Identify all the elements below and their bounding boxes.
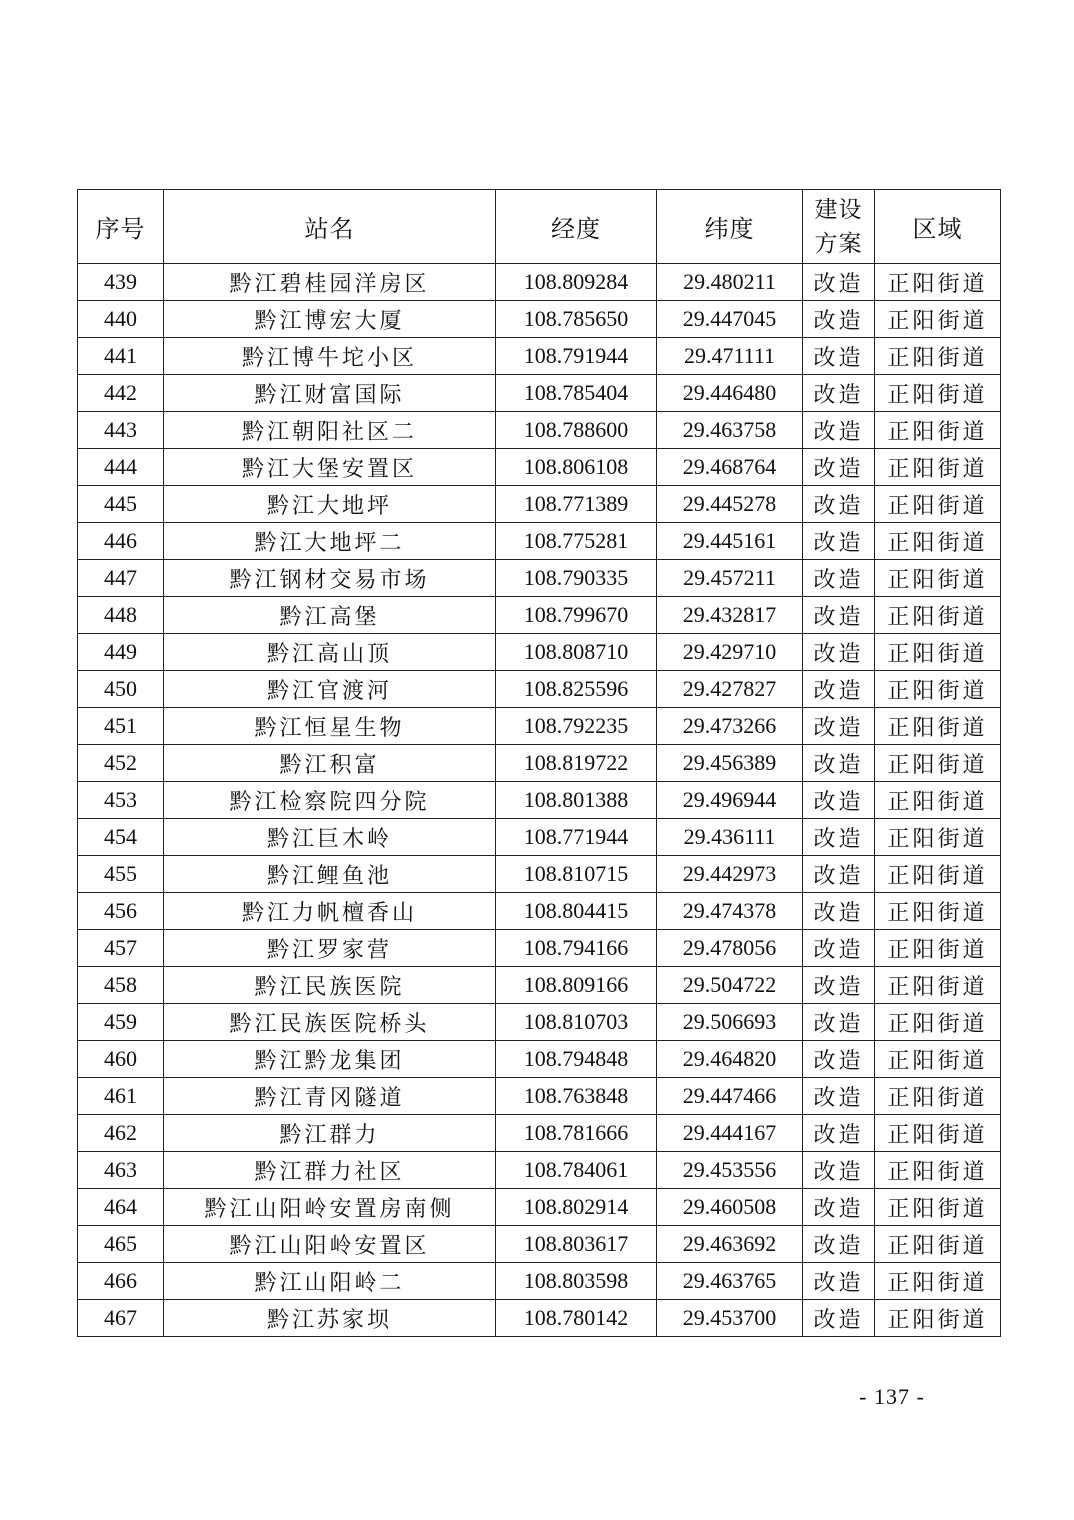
- table-row: [78, 1078, 1001, 1115]
- cell-longitude: 108.780142: [496, 1300, 657, 1337]
- cell-latitude: 29.473266: [657, 708, 803, 745]
- cell-build-plan: 改造: [803, 856, 875, 893]
- cell-station-name: 黔江朝阳社区二: [164, 412, 496, 449]
- cell-area: 正阳街道: [875, 1263, 1001, 1300]
- table-row: [78, 375, 1001, 412]
- cell-build-plan: 改造: [803, 745, 875, 782]
- table-row: [78, 449, 1001, 486]
- cell-area: 正阳街道: [875, 1152, 1001, 1189]
- cell-seq: 457: [78, 930, 164, 967]
- cell-longitude: 108.763848: [496, 1078, 657, 1115]
- header-build-plan: [803, 190, 875, 264]
- table-row: [78, 264, 1001, 301]
- table-row: [78, 819, 1001, 856]
- cell-seq: 444: [78, 449, 164, 486]
- cell-latitude: 29.471111: [657, 338, 803, 375]
- cell-station-name: 黔江群力社区: [164, 1152, 496, 1189]
- cell-station-name: 黔江黔龙集团: [164, 1041, 496, 1078]
- cell-seq: 458: [78, 967, 164, 1004]
- cell-station-name: 黔江大地坪二: [164, 523, 496, 560]
- cell-station-name: 黔江官渡河: [164, 671, 496, 708]
- cell-build-plan: 改造: [803, 1226, 875, 1263]
- cell-area: 正阳街道: [875, 671, 1001, 708]
- cell-area: 正阳街道: [875, 930, 1001, 967]
- cell-seq: 451: [78, 708, 164, 745]
- cell-build-plan: 改造: [803, 1300, 875, 1337]
- cell-station-name: 黔江博牛坨小区: [164, 338, 496, 375]
- cell-seq: 442: [78, 375, 164, 412]
- cell-latitude: 29.444167: [657, 1115, 803, 1152]
- table-row: [78, 338, 1001, 375]
- table-row: [78, 856, 1001, 893]
- cell-build-plan: 改造: [803, 597, 875, 634]
- cell-area: 正阳街道: [875, 1004, 1001, 1041]
- cell-longitude: 108.788600: [496, 412, 657, 449]
- cell-seq: 443: [78, 412, 164, 449]
- cell-seq: 465: [78, 1226, 164, 1263]
- cell-station-name: 黔江山阳岭安置房南侧: [164, 1189, 496, 1226]
- cell-latitude: 29.445161: [657, 523, 803, 560]
- cell-longitude: 108.775281: [496, 523, 657, 560]
- cell-latitude: 29.447466: [657, 1078, 803, 1115]
- cell-build-plan: 改造: [803, 893, 875, 930]
- cell-latitude: 29.474378: [657, 893, 803, 930]
- cell-longitude: 108.825596: [496, 671, 657, 708]
- table-row: [78, 1300, 1001, 1337]
- cell-latitude: 29.453700: [657, 1300, 803, 1337]
- cell-station-name: 黔江鲤鱼池: [164, 856, 496, 893]
- cell-longitude: 108.804415: [496, 893, 657, 930]
- cell-seq: 448: [78, 597, 164, 634]
- table-row: [78, 1226, 1001, 1263]
- cell-build-plan: 改造: [803, 1152, 875, 1189]
- cell-latitude: 29.432817: [657, 597, 803, 634]
- header-row: [78, 190, 1001, 264]
- cell-station-name: 黔江民族医院: [164, 967, 496, 1004]
- cell-longitude: 108.802914: [496, 1189, 657, 1226]
- cell-longitude: 108.794848: [496, 1041, 657, 1078]
- cell-seq: 450: [78, 671, 164, 708]
- cell-latitude: 29.457211: [657, 560, 803, 597]
- cell-area: 正阳街道: [875, 1041, 1001, 1078]
- cell-seq: 452: [78, 745, 164, 782]
- station-table: [77, 189, 1001, 1337]
- cell-area: 正阳街道: [875, 449, 1001, 486]
- table-row: [78, 1115, 1001, 1152]
- table-row: [78, 597, 1001, 634]
- cell-station-name: 黔江山阳岭二: [164, 1263, 496, 1300]
- cell-latitude: 29.442973: [657, 856, 803, 893]
- cell-area: 正阳街道: [875, 375, 1001, 412]
- cell-seq: 439: [78, 264, 164, 301]
- cell-latitude: 29.463765: [657, 1263, 803, 1300]
- table-row: [78, 671, 1001, 708]
- cell-build-plan: 改造: [803, 634, 875, 671]
- cell-longitude: 108.809166: [496, 967, 657, 1004]
- table-row: [78, 1263, 1001, 1300]
- cell-area: 正阳街道: [875, 893, 1001, 930]
- cell-area: 正阳街道: [875, 486, 1001, 523]
- cell-seq: 454: [78, 819, 164, 856]
- cell-latitude: 29.447045: [657, 301, 803, 338]
- header-build-plan-line2: 方案: [814, 230, 863, 256]
- cell-area: 正阳街道: [875, 1189, 1001, 1226]
- cell-build-plan: 改造: [803, 301, 875, 338]
- cell-station-name: 黔江碧桂园洋房区: [164, 264, 496, 301]
- cell-seq: 455: [78, 856, 164, 893]
- cell-station-name: 黔江山阳岭安置区: [164, 1226, 496, 1263]
- cell-latitude: 29.463692: [657, 1226, 803, 1263]
- cell-longitude: 108.790335: [496, 560, 657, 597]
- table-row: [78, 1189, 1001, 1226]
- cell-longitude: 108.791944: [496, 338, 657, 375]
- cell-station-name: 黔江大地坪: [164, 486, 496, 523]
- cell-station-name: 黔江大堡安置区: [164, 449, 496, 486]
- cell-build-plan: 改造: [803, 560, 875, 597]
- cell-latitude: 29.460508: [657, 1189, 803, 1226]
- cell-station-name: 黔江高山顶: [164, 634, 496, 671]
- cell-latitude: 29.478056: [657, 930, 803, 967]
- cell-seq: 456: [78, 893, 164, 930]
- cell-latitude: 29.506693: [657, 1004, 803, 1041]
- page-number-text: - 137 -: [859, 1384, 925, 1409]
- cell-longitude: 108.785404: [496, 375, 657, 412]
- cell-station-name: 黔江积富: [164, 745, 496, 782]
- cell-latitude: 29.480211: [657, 264, 803, 301]
- cell-station-name: 黔江博宏大厦: [164, 301, 496, 338]
- cell-area: 正阳街道: [875, 264, 1001, 301]
- table-row: [78, 301, 1001, 338]
- cell-area: 正阳街道: [875, 412, 1001, 449]
- cell-station-name: 黔江恒星生物: [164, 708, 496, 745]
- cell-station-name: 黔江民族医院桥头: [164, 1004, 496, 1041]
- cell-seq: 460: [78, 1041, 164, 1078]
- cell-build-plan: 改造: [803, 819, 875, 856]
- cell-station-name: 黔江苏家坝: [164, 1300, 496, 1337]
- cell-latitude: 29.496944: [657, 782, 803, 819]
- cell-station-name: 黔江高堡: [164, 597, 496, 634]
- cell-build-plan: 改造: [803, 1263, 875, 1300]
- cell-station-name: 黔江罗家营: [164, 930, 496, 967]
- header-area: 区域: [875, 190, 1001, 264]
- header-longitude: 经度: [496, 190, 657, 264]
- cell-area: 正阳街道: [875, 634, 1001, 671]
- cell-seq: 445: [78, 486, 164, 523]
- cell-seq: 464: [78, 1189, 164, 1226]
- cell-latitude: 29.446480: [657, 375, 803, 412]
- cell-area: 正阳街道: [875, 523, 1001, 560]
- cell-build-plan: 改造: [803, 1078, 875, 1115]
- table-row: [78, 930, 1001, 967]
- cell-area: 正阳街道: [875, 708, 1001, 745]
- cell-longitude: 108.809284: [496, 264, 657, 301]
- cell-station-name: 黔江巨木岭: [164, 819, 496, 856]
- cell-station-name: 黔江群力: [164, 1115, 496, 1152]
- table-row: [78, 523, 1001, 560]
- header-station-name: 站名: [164, 190, 496, 264]
- cell-build-plan: 改造: [803, 523, 875, 560]
- table-row: [78, 708, 1001, 745]
- cell-longitude: 108.801388: [496, 782, 657, 819]
- cell-area: 正阳街道: [875, 1226, 1001, 1263]
- cell-latitude: 29.436111: [657, 819, 803, 856]
- header-seq: 序号: [78, 190, 164, 264]
- table-row: [78, 486, 1001, 523]
- cell-longitude: 108.792235: [496, 708, 657, 745]
- cell-longitude: 108.781666: [496, 1115, 657, 1152]
- cell-seq: 453: [78, 782, 164, 819]
- cell-longitude: 108.771944: [496, 819, 657, 856]
- cell-area: 正阳街道: [875, 560, 1001, 597]
- table-row: [78, 745, 1001, 782]
- cell-build-plan: 改造: [803, 1041, 875, 1078]
- table-row: [78, 412, 1001, 449]
- cell-latitude: 29.468764: [657, 449, 803, 486]
- cell-longitude: 108.784061: [496, 1152, 657, 1189]
- cell-build-plan: 改造: [803, 930, 875, 967]
- table-body: [78, 264, 1001, 1337]
- cell-latitude: 29.445278: [657, 486, 803, 523]
- cell-station-name: 黔江力帆檀香山: [164, 893, 496, 930]
- cell-seq: 446: [78, 523, 164, 560]
- table-row: [78, 560, 1001, 597]
- table-row: [78, 1004, 1001, 1041]
- cell-area: 正阳街道: [875, 1115, 1001, 1152]
- cell-build-plan: 改造: [803, 264, 875, 301]
- cell-longitude: 108.819722: [496, 745, 657, 782]
- cell-area: 正阳街道: [875, 782, 1001, 819]
- cell-area: 正阳街道: [875, 338, 1001, 375]
- cell-longitude: 108.803617: [496, 1226, 657, 1263]
- cell-build-plan: 改造: [803, 1189, 875, 1226]
- cell-longitude: 108.810703: [496, 1004, 657, 1041]
- table-row: [78, 782, 1001, 819]
- cell-longitude: 108.810715: [496, 856, 657, 893]
- header-latitude: 纬度: [657, 190, 803, 264]
- cell-station-name: 黔江钢材交易市场: [164, 560, 496, 597]
- cell-build-plan: 改造: [803, 1004, 875, 1041]
- cell-area: 正阳街道: [875, 597, 1001, 634]
- cell-build-plan: 改造: [803, 708, 875, 745]
- cell-latitude: 29.453556: [657, 1152, 803, 1189]
- cell-latitude: 29.464820: [657, 1041, 803, 1078]
- cell-area: 正阳街道: [875, 967, 1001, 1004]
- cell-build-plan: 改造: [803, 1115, 875, 1152]
- cell-longitude: 108.806108: [496, 449, 657, 486]
- cell-longitude: 108.794166: [496, 930, 657, 967]
- page-number: [0, 1384, 1074, 1410]
- cell-seq: 459: [78, 1004, 164, 1041]
- cell-build-plan: 改造: [803, 338, 875, 375]
- cell-build-plan: 改造: [803, 967, 875, 1004]
- cell-latitude: 29.456389: [657, 745, 803, 782]
- cell-area: 正阳街道: [875, 1078, 1001, 1115]
- cell-longitude: 108.785650: [496, 301, 657, 338]
- cell-latitude: 29.504722: [657, 967, 803, 1004]
- cell-build-plan: 改造: [803, 782, 875, 819]
- cell-area: 正阳街道: [875, 301, 1001, 338]
- cell-latitude: 29.429710: [657, 634, 803, 671]
- cell-seq: 466: [78, 1263, 164, 1300]
- cell-seq: 462: [78, 1115, 164, 1152]
- cell-longitude: 108.808710: [496, 634, 657, 671]
- cell-seq: 441: [78, 338, 164, 375]
- cell-build-plan: 改造: [803, 486, 875, 523]
- cell-seq: 447: [78, 560, 164, 597]
- cell-build-plan: 改造: [803, 375, 875, 412]
- cell-build-plan: 改造: [803, 449, 875, 486]
- header-build-plan-line1: 建设: [814, 196, 863, 222]
- cell-build-plan: 改造: [803, 671, 875, 708]
- table-row: [78, 634, 1001, 671]
- cell-longitude: 108.771389: [496, 486, 657, 523]
- cell-longitude: 108.799670: [496, 597, 657, 634]
- cell-seq: 440: [78, 301, 164, 338]
- table-row: [78, 1041, 1001, 1078]
- table-row: [78, 967, 1001, 1004]
- table-header: [78, 190, 1001, 264]
- table-row: [78, 1152, 1001, 1189]
- cell-seq: 463: [78, 1152, 164, 1189]
- cell-area: 正阳街道: [875, 856, 1001, 893]
- cell-build-plan: 改造: [803, 412, 875, 449]
- cell-area: 正阳街道: [875, 745, 1001, 782]
- cell-station-name: 黔江财富国际: [164, 375, 496, 412]
- table-row: [78, 893, 1001, 930]
- cell-latitude: 29.463758: [657, 412, 803, 449]
- cell-seq: 449: [78, 634, 164, 671]
- cell-area: 正阳街道: [875, 1300, 1001, 1337]
- cell-station-name: 黔江检察院四分院: [164, 782, 496, 819]
- cell-latitude: 29.427827: [657, 671, 803, 708]
- cell-longitude: 108.803598: [496, 1263, 657, 1300]
- cell-area: 正阳街道: [875, 819, 1001, 856]
- cell-seq: 461: [78, 1078, 164, 1115]
- cell-seq: 467: [78, 1300, 164, 1337]
- cell-station-name: 黔江青冈隧道: [164, 1078, 496, 1115]
